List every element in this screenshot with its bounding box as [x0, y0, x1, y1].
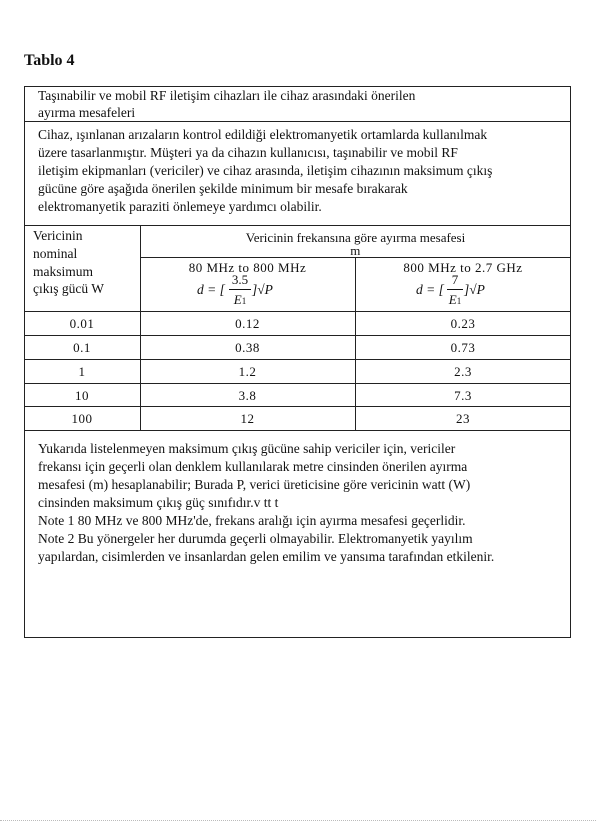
power-header-line: çıkış gücü W — [33, 281, 104, 296]
high-freq-cell: 2.3 — [454, 364, 472, 379]
power-cell: 0.01 — [69, 316, 95, 331]
formula-high-denominator — [445, 292, 465, 308]
formula-low-numerator: 3.5 — [231, 272, 249, 287]
note-line: cinsinden maksimum çıkış güç sınıfıdır.v tt t — [38, 495, 279, 510]
formula-high — [416, 282, 444, 298]
divider — [24, 383, 571, 384]
fraction-bar — [229, 289, 251, 290]
intro-line: iletişim ekipmanları (vericiler) ve cihaz arasında, iletişim cihazının maksimum çıkış — [38, 163, 493, 178]
divider — [24, 311, 571, 312]
divider — [24, 121, 571, 122]
power-cell: 100 — [71, 411, 93, 426]
divider — [24, 430, 571, 431]
power-header-line: nominal — [33, 246, 78, 261]
power-header-line: Vericinin — [33, 228, 83, 243]
header-line: Taşınabilir ve mobil RF iletişim cihazları ile cihaz arasındaki önerilen — [38, 88, 416, 103]
formula-lhs: d = [ — [197, 282, 225, 297]
col-high-header: 800 MHz to 2.7 GHz — [403, 260, 523, 275]
low-freq-cell: 12 — [240, 411, 255, 426]
divider — [24, 225, 571, 226]
formula-lhs: d = [ — [416, 282, 444, 297]
note-line: Note 2 Bu yönergeler her durumda geçerli olmayabilir. Elektromanyetik yayılım — [38, 531, 473, 546]
low-freq-cell: 3.8 — [238, 388, 257, 403]
power-cell: 1 — [78, 364, 86, 379]
low-freq-cell: 0.38 — [235, 340, 260, 355]
intro-line: Cihaz, ışınlanan arızaların kontrol edildiği elektromanyetik ortamlarda kullanılmak — [38, 127, 488, 142]
formula-low-rhs: ]√P — [252, 282, 273, 297]
header-line: ayırma mesafeleri — [38, 105, 136, 120]
fraction-bar — [447, 289, 463, 290]
page-edge — [0, 820, 596, 822]
power-header-line: maksimum — [33, 264, 93, 279]
col-low-header: 80 MHz to 800 MHz — [188, 260, 307, 275]
intro-line: gücüne göre aşağıda önerilen şekilde minimum bir mesafe bırakarak — [38, 181, 408, 196]
note-line: Note 1 80 MHz ve 800 MHz'de, frekans aralığı için ayırma mesafesi geçerlidir. — [38, 513, 466, 528]
high-freq-cell: 0.23 — [450, 316, 476, 331]
formula-high-numerator: 7 — [451, 272, 459, 287]
denominator-subscript: 1 — [456, 296, 462, 306]
note-line: Yukarıda listelenmeyen maksimum çıkış gücüne sahip vericiler için, vericiler — [38, 441, 456, 456]
denominator-symbol: E — [448, 292, 457, 307]
group-unit: m — [350, 243, 361, 258]
formula-high-rhs: ]√P — [464, 282, 485, 297]
power-cell: 10 — [75, 388, 89, 403]
high-freq-cell: 7.3 — [454, 388, 472, 403]
formula-low — [197, 282, 225, 298]
divider — [24, 335, 571, 336]
denominator-symbol: E — [233, 292, 242, 307]
formula-low-denominator — [228, 292, 252, 308]
low-freq-cell: 0.12 — [235, 316, 260, 331]
note-line: frekansı için geçerli olan denklem kullanılarak metre cinsinden önerilen ayırma — [38, 459, 468, 474]
note-line: mesafesi (m) hesaplanabilir; Burada P, verici üreticisine göre vericinin watt (W) — [38, 477, 471, 492]
group-header: Vericinin frekansına göre ayırma mesafesi — [245, 230, 466, 245]
power-cell: 0.1 — [73, 340, 91, 355]
divider — [24, 406, 571, 407]
intro-line: elektromanyetik paraziti önlemeye yardımcı olabilir. — [38, 199, 322, 214]
intro-line: üzere tasarlanmıştır. Müşteri ya da cihazın kullanıcısı, taşınabilir ve mobil RF — [38, 145, 458, 160]
note-line: yapılardan, cisimlerden ve insanlardan gelen emilim ve yansıma tarafından etkilenir. — [38, 549, 495, 564]
table-title: Tablo 4 — [24, 52, 75, 69]
denominator-subscript: 1 — [241, 296, 247, 306]
high-freq-cell: 23 — [456, 411, 470, 426]
high-freq-cell: 0.73 — [450, 340, 476, 355]
low-freq-cell: 1.2 — [238, 364, 257, 379]
divider — [24, 359, 571, 360]
